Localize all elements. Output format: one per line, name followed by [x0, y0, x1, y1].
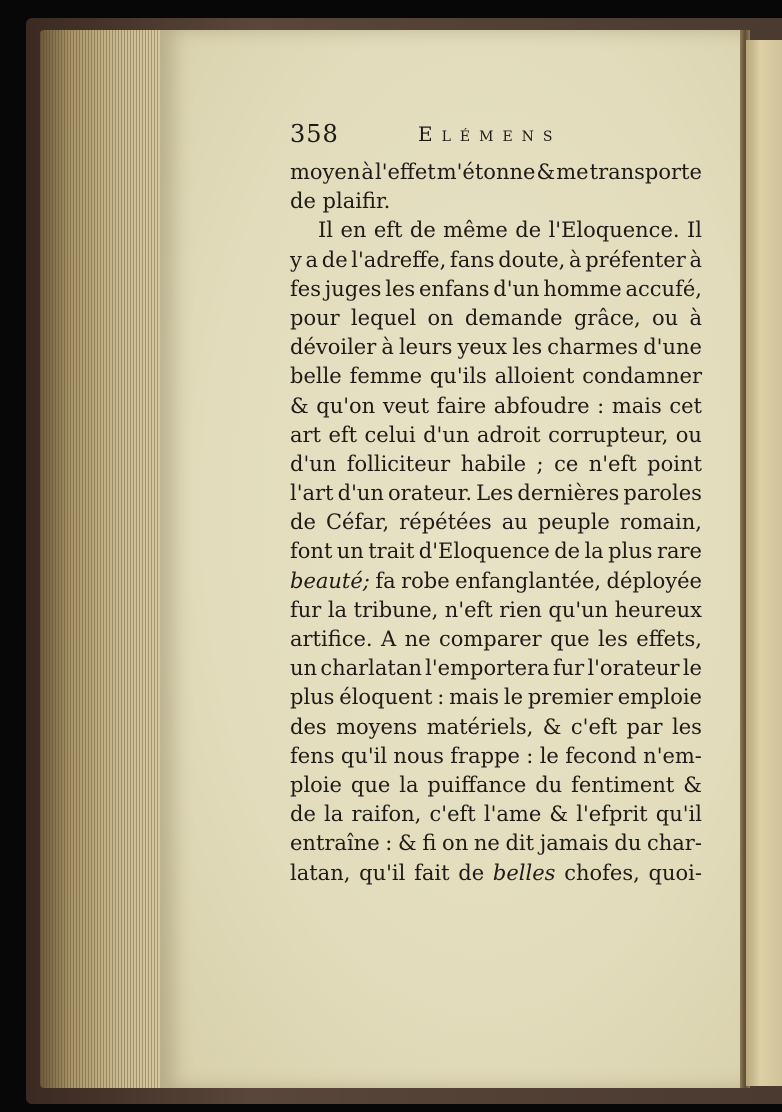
running-head: Elémens [418, 122, 562, 146]
page-header [290, 118, 702, 158]
text-line: & qu'on veut faire abfoudre : mais cet [290, 393, 702, 418]
text-line: l'art d'un orateur. Les dernières paroles [290, 481, 702, 506]
text-line: belle femme qu'ils alloient condamner [290, 364, 702, 389]
facing-page [746, 40, 782, 1086]
text-line: d'un folliciteur habile ; ce n'eft point [290, 451, 702, 476]
text-line: plus éloquent : mais le premier emploie [290, 685, 702, 710]
text-line: de plaifir. [290, 189, 391, 214]
text-line: un charlatan l'emportera fur l'orateur le [290, 656, 702, 681]
page-number: 358 [290, 120, 339, 148]
text-line: entraîne : & fi on ne dit jamais du char- [290, 831, 702, 856]
text-line: moyen à l'effet m'étonne & me transporte [290, 160, 702, 184]
page-edges [40, 30, 168, 1088]
text-line: des moyens matériels, & c'eft par les [290, 714, 702, 739]
text-line: ploie que la puiffance du fentiment & [290, 772, 702, 797]
page-text [290, 118, 702, 888]
text-line: y a de l'adreffe, fans doute, à préfenter à [290, 247, 702, 272]
body-text [290, 158, 702, 888]
text-line: beauté; fa robe enfanglantée, déployée [290, 568, 702, 593]
text-line: art eft celui d'un adroit corrupteur, ou [290, 422, 702, 447]
text-line: latan, qu'il fait de belles chofes, quoi- [290, 860, 702, 885]
text-line: de Céfar, répétées au peuple romain, [290, 510, 702, 535]
text-line: dévoiler à leurs yeux les charmes d'une [290, 335, 702, 360]
text-line: fes juges les enfans d'un homme accufé, [290, 276, 702, 301]
text-line: fens qu'il nous frappe : le fecond n'em- [290, 743, 702, 768]
text-line: font un trait d'Eloquence de la plus rare [290, 539, 702, 564]
text-line: fur la tribune, n'eft rien qu'un heureux [290, 597, 702, 622]
text-line: de la raifon, c'eft l'ame & l'efprit qu'il [290, 802, 702, 827]
text-line: Il en eft de même de l'Eloquence. Il [318, 218, 702, 243]
text-line: pour lequel on demande grâce, ou à [290, 305, 702, 330]
text-line: artifice. A ne comparer que les effets, [290, 627, 702, 651]
